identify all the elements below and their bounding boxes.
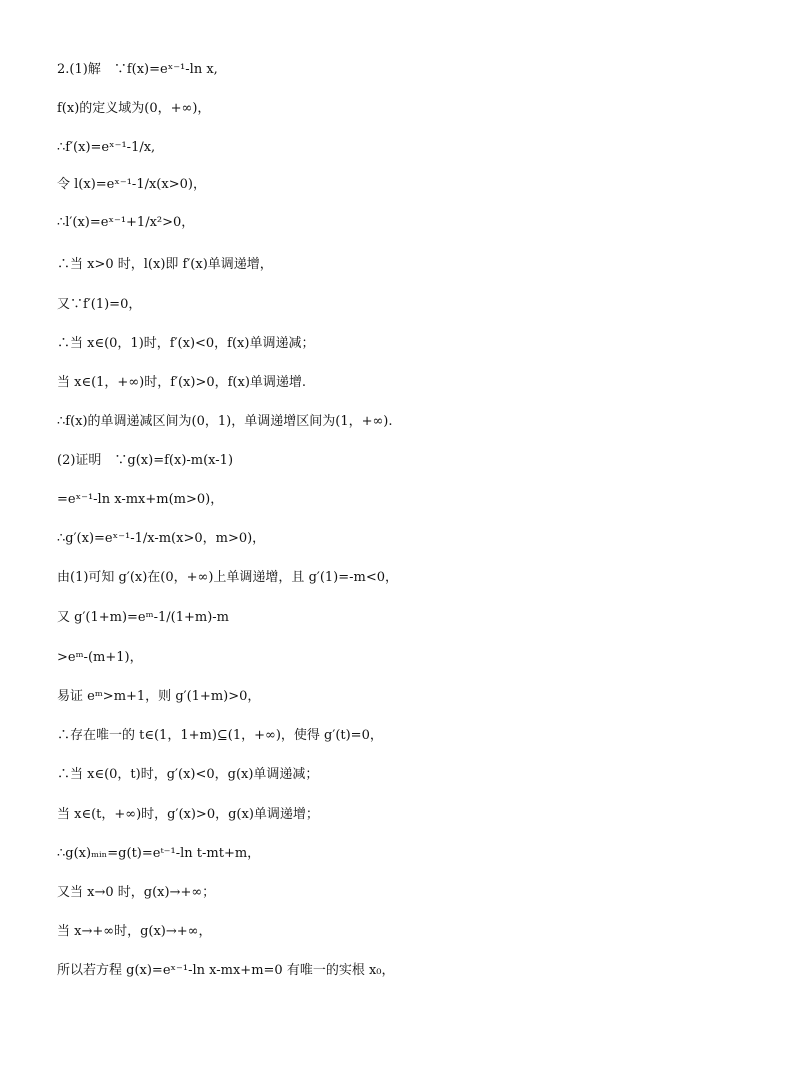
text-line bbox=[57, 371, 754, 395]
text-line bbox=[57, 763, 754, 787]
line-text: ∴当 x∈(0，t)时，g′(x)<0，g(x)单调递减； bbox=[57, 767, 319, 782]
line-text: 又∵f′(1)=0， bbox=[57, 297, 142, 312]
text-line bbox=[57, 136, 754, 160]
line-text: 又当 x→0 时，g(x)→+∞； bbox=[57, 885, 216, 900]
line-text: 当 x→+∞时，g(x)→+∞， bbox=[57, 924, 212, 939]
text-line bbox=[57, 842, 754, 866]
text-line bbox=[57, 449, 754, 473]
line-text: 令 l(x)=eˣ⁻¹-1/x(x>0)， bbox=[57, 177, 206, 192]
text-line bbox=[57, 253, 754, 277]
line-text: ∴g′(x)=eˣ⁻¹-1/x-m(x>0，m>0)， bbox=[57, 531, 266, 546]
text-line bbox=[57, 959, 754, 983]
line-text: =eˣ⁻¹-ln x-mx+m(m>0)， bbox=[57, 492, 224, 507]
text-line bbox=[57, 920, 754, 944]
line-text: ∴g(x)ₘᵢₙ=g(t)=eᵗ⁻¹-ln t-mt+m， bbox=[57, 846, 261, 861]
text-line bbox=[57, 410, 754, 434]
text-line bbox=[57, 685, 754, 709]
text-line bbox=[57, 488, 754, 512]
line-text: f(x)的定义域为(0，+∞)， bbox=[57, 101, 211, 116]
text-line bbox=[57, 58, 754, 82]
line-text: 又 g′(1+m)=eᵐ-1/(1+m)-m bbox=[57, 610, 229, 625]
line-text: ∴存在唯一的 t∈(1，1+m)⊆(1，+∞)，使得 g′(t)=0， bbox=[57, 728, 383, 743]
text-line bbox=[57, 803, 754, 827]
line-text: ∴当 x∈(0，1)时，f′(x)<0，f(x)单调递减； bbox=[57, 336, 315, 351]
text-line bbox=[57, 606, 754, 630]
text-line bbox=[57, 332, 754, 356]
line-text: 易证 eᵐ>m+1，则 g′(1+m)>0， bbox=[57, 689, 261, 704]
text-line bbox=[57, 97, 754, 121]
text-line bbox=[57, 293, 754, 317]
line-text: ∴当 x>0 时，l(x)即 f′(x)单调递增， bbox=[57, 257, 273, 272]
line-text: 当 x∈(1，+∞)时，f′(x)>0，f(x)单调递增. bbox=[57, 375, 307, 390]
line-text: 由(1)可知 g′(x)在(0，+∞)上单调递增，且 g′(1)=-m<0， bbox=[57, 570, 399, 585]
text-line bbox=[57, 566, 754, 590]
text-line bbox=[57, 646, 754, 670]
text-line bbox=[57, 173, 754, 197]
line-text: >eᵐ-(m+1)， bbox=[57, 650, 143, 665]
text-line bbox=[57, 211, 754, 235]
line-text: 当 x∈(t，+∞)时，g′(x)>0，g(x)单调递增； bbox=[57, 807, 319, 822]
line-text: ∴l′(x)=eˣ⁻¹+1/x²>0， bbox=[57, 215, 195, 230]
text-line bbox=[57, 724, 754, 748]
line-text: (2)证明 ∵g(x)=f(x)-m(x-1) bbox=[57, 453, 234, 468]
text-line bbox=[57, 881, 754, 905]
line-text: ∴f′(x)=eˣ⁻¹-1/x, bbox=[57, 140, 156, 155]
line-text: 2.(1)解 ∵f(x)=eˣ⁻¹-ln x, bbox=[57, 62, 218, 77]
line-text: ∴f(x)的单调递减区间为(0，1)，单调递增区间为(1，+∞). bbox=[57, 414, 393, 429]
line-text: 所以若方程 g(x)=eˣ⁻¹-ln x-mx+m=0 有唯一的实根 x₀， bbox=[57, 963, 395, 978]
text-line bbox=[57, 527, 754, 551]
